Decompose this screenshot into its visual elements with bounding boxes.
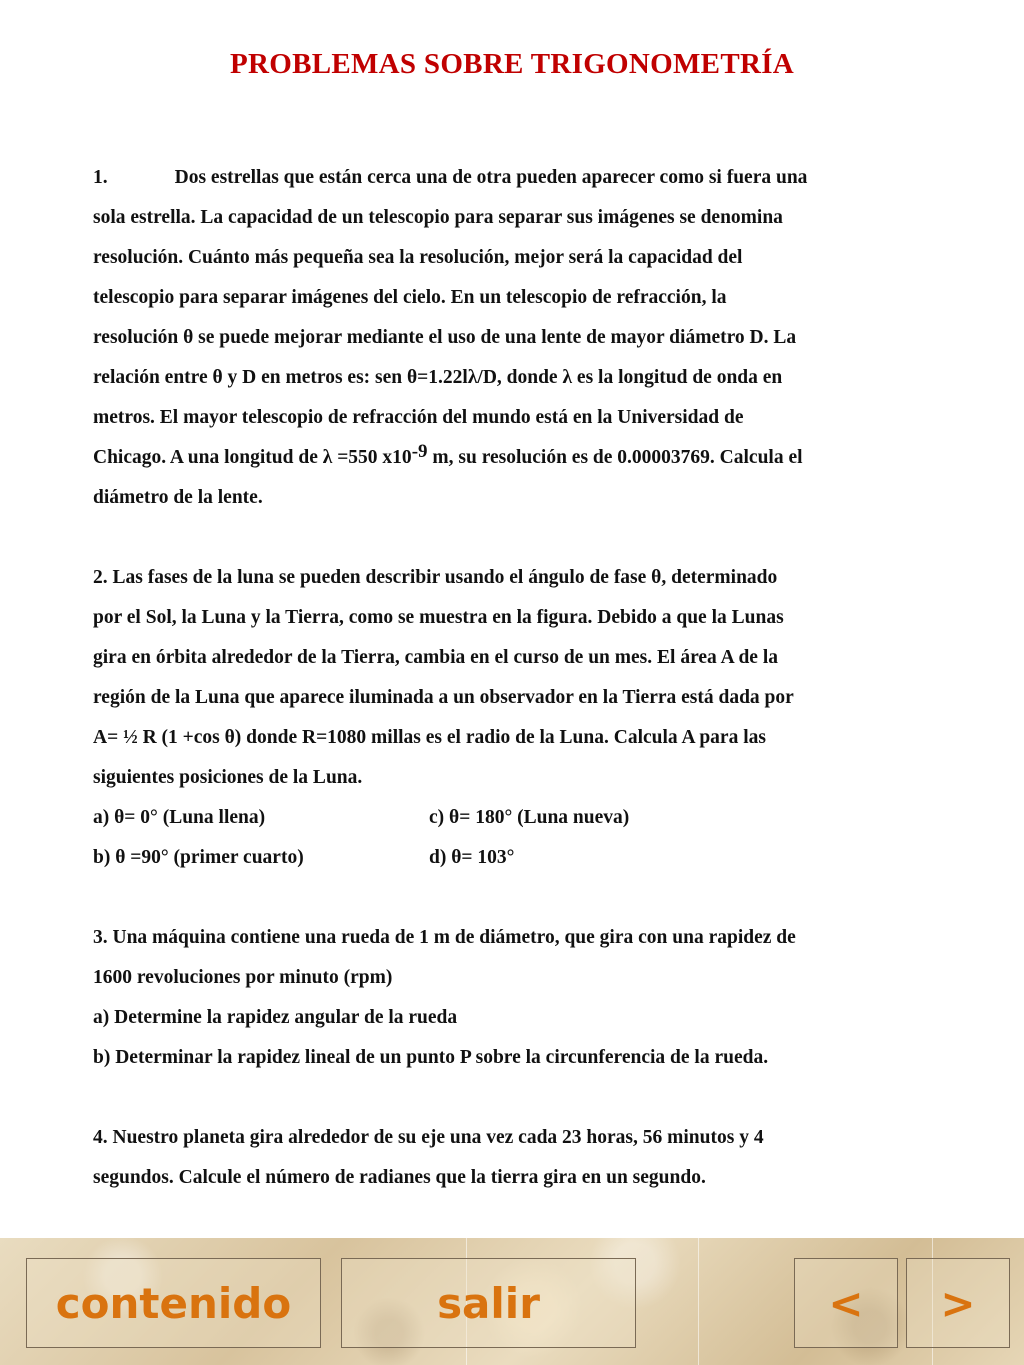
- next-button[interactable]: >: [906, 1258, 1010, 1348]
- problem-2-line: región de la Luna que aparece iluminada a un observador en la Tierra está dada por: [93, 687, 794, 708]
- problem-1-text: Dos estrellas que están cerca una de otra pueden aparecer como si fuera una: [174, 167, 808, 188]
- problem-3-line: b) Determinar la rapidez lineal de un punto P sobre la circunferencia de la rueda.: [93, 1047, 769, 1068]
- exponent: -9: [411, 441, 428, 462]
- salir-button[interactable]: salir: [341, 1258, 636, 1348]
- problem-2-line: siguientes posiciones de la Luna.: [93, 767, 363, 788]
- contenido-button[interactable]: contenido: [26, 1258, 321, 1348]
- option-b: b) θ =90° (primer cuarto): [93, 847, 304, 868]
- problem-3-line: 1600 revoluciones por minuto (rpm): [93, 967, 393, 988]
- problem-1-line: [93, 438, 932, 478]
- problem-1-number: 1.: [93, 167, 108, 188]
- option-c: c) θ= 180° (Luna nueva): [429, 807, 630, 828]
- problem-3: [93, 918, 932, 1078]
- problem-4-line: 4. Nuestro planeta gira alrededor de su eje una vez cada 23 horas, 56 minutos y 4: [93, 1127, 764, 1148]
- options-row: [93, 838, 932, 878]
- previous-button[interactable]: <: [794, 1258, 898, 1348]
- problem-1-line: metros. El mayor telescopio de refracción del mundo está en la Universidad de: [93, 407, 744, 428]
- problem-1-line: sola estrella. La capacidad de un telescopio para separar sus imágenes se denomina: [93, 207, 783, 228]
- navigation-bar: [0, 1238, 1024, 1365]
- option-d: d) θ= 103°: [429, 847, 515, 868]
- problem-2-line: 2. Las fases de la luna se pueden describir usando el ángulo de fase θ, determinado: [93, 567, 778, 588]
- problem-1-text: m, su resolución es de 0.00003769. Calcula el: [427, 447, 803, 468]
- problem-1-line: resolución θ se puede mejorar mediante el uso de una lente de mayor diámetro D. La: [93, 327, 797, 348]
- problem-3-line: a) Determine la rapidez angular de la rueda: [93, 1007, 458, 1028]
- problem-1-line: relación entre θ y D en metros es: sen θ=1.22lλ/D, donde λ es la longitud de onda en: [93, 367, 783, 388]
- problem-4: [93, 1118, 932, 1198]
- options-row: [93, 798, 932, 838]
- problem-1-line: [93, 158, 932, 198]
- problem-1-line: resolución. Cuánto más pequeña sea la resolución, mejor será la capacidad del: [93, 247, 743, 268]
- problem-4-line: segundos. Calcule el número de radianes que la tierra gira en un segundo.: [93, 1167, 706, 1188]
- problem-1-text: Chicago. A una longitud de λ =550 x10: [93, 447, 412, 468]
- problem-3-line: 3. Una máquina contiene una rueda de 1 m de diámetro, que gira con una rapidez de: [93, 927, 796, 948]
- option-a: a) θ= 0° (Luna llena): [93, 807, 266, 828]
- problem-2-line: A= ½ R (1 +cos θ) donde R=1080 millas es el radio de la Luna. Calcula A para las: [93, 727, 766, 748]
- problem-1-line: diámetro de la lente.: [93, 487, 263, 508]
- problem-1: [93, 158, 932, 518]
- problem-2: [93, 558, 932, 878]
- page-title: PROBLEMAS SOBRE TRIGONOMETRÍA: [229, 48, 795, 80]
- problem-2-line: por el Sol, la Luna y la Tierra, como se muestra en la figura. Debido a que la Lunas: [93, 607, 784, 628]
- problem-1-line: telescopio para separar imágenes del cielo. En un telescopio de refracción, la: [93, 287, 727, 308]
- problems-content: [93, 158, 932, 1198]
- problem-2-line: gira en órbita alrededor de la Tierra, cambia en el curso de un mes. El área A de la: [93, 647, 778, 668]
